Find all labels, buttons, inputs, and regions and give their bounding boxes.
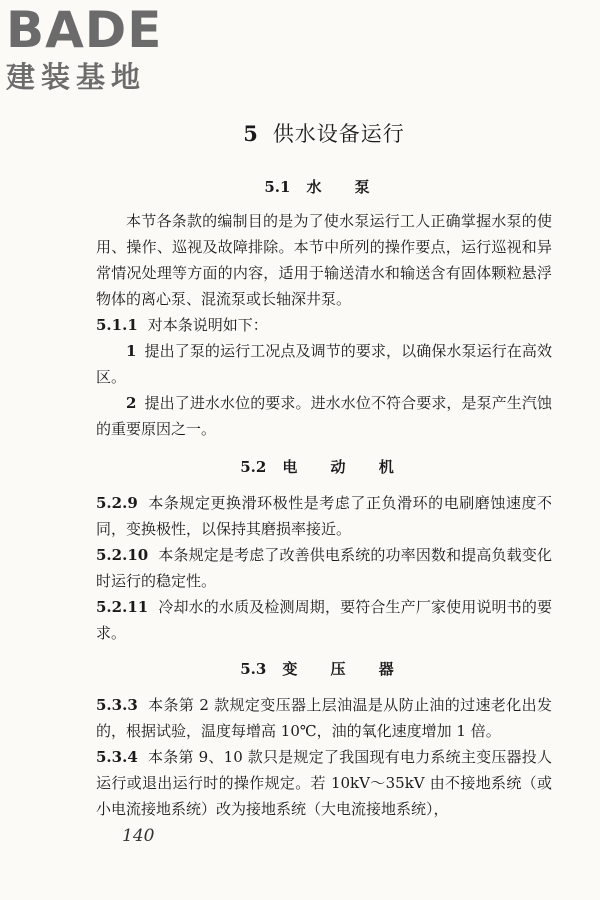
clause-5-2-11	[96, 594, 552, 646]
clause-5-1-1	[96, 312, 552, 338]
logo-wordmark: BADE	[6, 1, 163, 59]
section-heading	[96, 658, 552, 680]
clause-5-3-4	[96, 744, 552, 822]
chapter-number: 5	[243, 121, 259, 146]
section-heading	[96, 176, 552, 198]
item-number: 1	[126, 342, 137, 360]
clause-number: 5.1.1	[96, 316, 138, 334]
section-number: 5.3	[240, 660, 267, 678]
intro-paragraph: 本节各条款的编制目的是为了使水泵运行工人正确掌握水泵的使用、操作、巡视及故障排除。本节中所列的操作要点，运行巡视和异常情况处理等方面的内容，适用于输送清水和输送含有固体颗粒悬浮物体的离心泵、混流泵或长轴深井泵。	[96, 212, 552, 308]
chapter-heading	[96, 120, 552, 148]
logo-subtitle: 建装基地	[6, 60, 147, 94]
section-title: 水 泵	[306, 178, 384, 196]
section-heading	[96, 456, 552, 478]
clause-item-2	[96, 390, 552, 442]
clause-text: 对本条说明如下：	[147, 316, 268, 334]
chapter-title: 供水设备运行	[272, 122, 405, 146]
clause-number: 5.2.11	[96, 598, 149, 616]
section-number: 5.1	[264, 178, 291, 196]
clause-item-1	[96, 338, 552, 390]
clause-number: 5.3.4	[96, 748, 138, 766]
clause-5-2-10	[96, 542, 552, 594]
clause-5-3-3	[96, 692, 552, 744]
item-text: 提出了泵的运行工况点及调节的要求，以确保水泵运行在高效区。	[96, 342, 552, 386]
page-number: 140	[122, 826, 155, 846]
clause-text: 本条规定更换滑环极性是考虑了正负滑环的电刷磨蚀速度不同，变换极性，以保持其磨损率接近。	[96, 494, 552, 538]
clause-text: 本条第 9、10 款只是规定了我国现有电力系统主变压器投人运行或退出运行时的操作规定。若 10kV～35kV 由不接地系统（或小电流接地系统）改为接地系统（大电流接地系统），	[96, 748, 552, 818]
clause-number: 5.2.9	[96, 494, 138, 512]
section-title: 电 动 机	[282, 458, 408, 476]
item-number: 2	[126, 394, 137, 412]
section-number: 5.2	[240, 458, 267, 476]
publisher-logo	[6, 2, 176, 94]
clause-text: 本条第 2 款规定变压器上层油温是从防止油的过速老化出发的，根据试验，温度每增高 10℃，油的氧化速度增加 1 倍。	[96, 696, 552, 740]
clause-number: 5.2.10	[96, 546, 149, 564]
clause-number: 5.3.3	[96, 696, 138, 714]
clause-5-2-9	[96, 490, 552, 542]
clause-text: 冷却水的水质及检测周期，要符合生产厂家使用说明书的要求。	[96, 598, 552, 642]
clause-text: 本条规定是考虑了改善供电系统的功率因数和提高负载变化时运行的稳定性。	[96, 546, 552, 590]
section-title: 变 压 器	[282, 660, 408, 678]
item-text: 提出了进水水位的要求。进水水位不符合要求，是泵产生汽蚀的重要原因之一。	[96, 394, 552, 438]
